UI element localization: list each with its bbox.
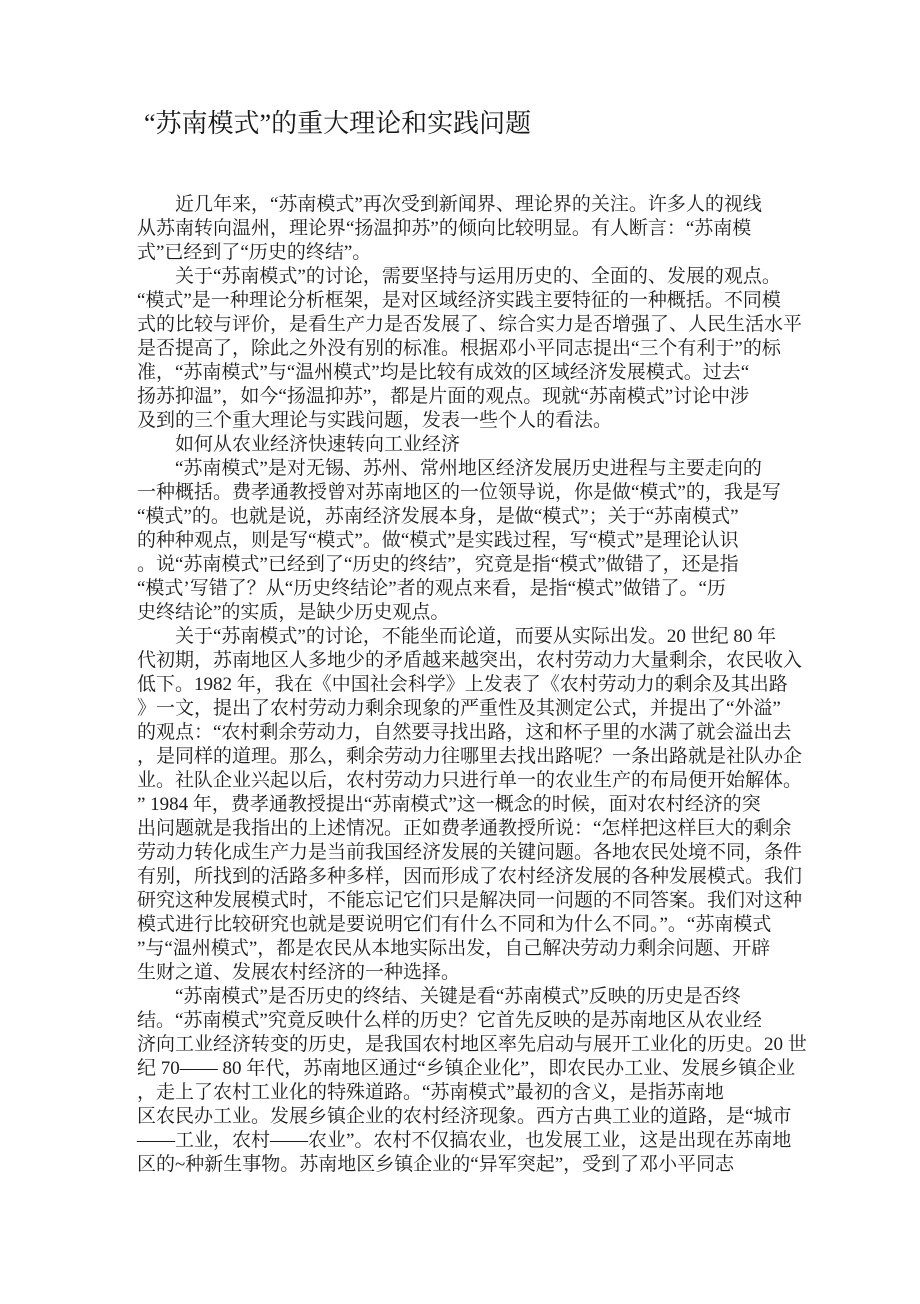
text-line: 结。“苏南模式”究竟反映什么样的历史？它首先反映的是苏南地区从农业经 bbox=[137, 1010, 762, 1031]
text-line: 业。社队企业兴起以后，农村劳动力只进行单一的农业生产的布局便开始解体。 bbox=[137, 770, 803, 791]
text-line: 济向工业经济转变的历史，是我国农村地区率先启动与展开工业化的历史。20 世 bbox=[137, 1034, 807, 1055]
text-line: 区的~种新生事物。苏南地区乡镇企业的“异军突起”，受到了邓小平同志 bbox=[137, 1154, 735, 1175]
text-line: “模式”是一种理论分析框架，是对区域经济实践主要特征的一种概括。不同模 bbox=[137, 290, 781, 311]
text-line: ——工业，农村——农业”。农村不仅搞农业，也发展工业，这是出现在苏南地 bbox=[137, 1130, 792, 1151]
text-line: 劳动力转化成生产力是当前我国经济发展的关键问题。各地农民处境不同，条件 bbox=[137, 842, 803, 863]
text-line: 式”已经到了“历史的终结”。 bbox=[137, 242, 372, 263]
text-line: 从苏南转向温州，理论界“扬温抑苏”的倾向比较明显。有人断言：“苏南模 bbox=[137, 218, 752, 239]
text-line: 关于“苏南模式”的讨论，不能坐而论道，而要从实际出发。20 世纪 80 年 bbox=[175, 626, 777, 647]
text-line: 有别，所找到的活路多种多样，因而形成了农村经济发展的各种发展模式。我们 bbox=[137, 866, 803, 887]
text-line: 史终结论”的实质，是缺少历史观点。 bbox=[137, 602, 450, 623]
text-line: 低下。1982 年，我在《中国社会科学》上发表了《农村劳动力的剩余及其出路 bbox=[137, 674, 788, 695]
text-line: ”与“温州模式”，都是农民从本地实际出发，自己解决劳动力剩余问题、开辟 bbox=[137, 938, 771, 959]
text-line: 准，“苏南模式”与“温州模式”均是比较有成效的区域经济发展模式。过去“ bbox=[137, 362, 750, 383]
text-line: 一种概括。费孝通教授曾对苏南地区的一位领导说，你是做“模式”的，我是写 bbox=[137, 482, 781, 503]
text-line: ，走上了农村工业化的特殊道路。“苏南模式”最初的含义，是指苏南地 bbox=[137, 1082, 724, 1103]
text-line: 及到的三个重大理论与实践问题，发表一些个人的看法。 bbox=[137, 410, 613, 431]
text-line: “苏南模式”是对无锡、苏州、常州地区经济发展历史进程与主要走向的 bbox=[175, 458, 762, 479]
text-line: 的种种观点，则是写“模式”。做“模式”是实践过程，写“模式”是理论认识 bbox=[137, 530, 739, 551]
text-line: 的观点：“农村剩余劳动力，自然要寻找出路，这和杯子里的水满了就会溢出去 bbox=[137, 722, 792, 743]
text-line: 代初期，苏南地区人多地少的矛盾越来越突出，农村劳动力大量剩余，农民收入 bbox=[137, 650, 803, 671]
document-title: “苏南模式”的重大理论和实践问题 bbox=[144, 109, 532, 138]
text-line: 模式进行比较研究也就是要说明它们有什么不同和为什么不同。”。“苏南模式 bbox=[137, 914, 772, 935]
text-line: 区农民办工业。发展乡镇企业的农村经济现象。西方古典工业的道路，是“城市 bbox=[137, 1106, 792, 1127]
text-line: 式的比较与评价，是看生产力是否发展了、综合实力是否增强了、人民生活水平 bbox=[137, 314, 803, 335]
text-line: ” 1984 年，费孝通教授提出“苏南模式”这一概念的时候，面对农村经济的突 bbox=[137, 794, 761, 815]
document-body bbox=[137, 193, 837, 1177]
text-line: 出问题就是我指出的上述情况。正如费孝通教授所说：“怎样把这样巨大的剩余 bbox=[137, 818, 792, 839]
text-line: 是否提高了，除此之外没有别的标准。根据邓小平同志提出“三个有利于”的标 bbox=[137, 338, 781, 359]
text-line: 扬苏抑温”，如今“扬温抑苏”，都是片面的观点。现就“苏南模式”讨论中涉 bbox=[137, 386, 750, 407]
text-line: 纪 70—— 80 年代，苏南地区通过“乡镇企业化”，即农民办工业、发展乡镇企业 bbox=[137, 1058, 796, 1079]
text-line: 近几年来，“苏南模式”再次受到新闻界、理论界的关注。许多人的视线 bbox=[175, 194, 762, 215]
text-line: “模式”的。也就是说，苏南经济发展本身，是做“模式”；关于“苏南模式” bbox=[137, 506, 739, 527]
text-line: 》一文，提出了农村劳动力剩余现象的严重性及其测定公式，并提出了“外溢” bbox=[137, 698, 781, 719]
text-line: 如何从农业经济快速转向工业经济 bbox=[175, 434, 461, 455]
text-line: ，是同样的道理。那么，剩余劳动力往哪里去找出路呢？一条出路就是社队办企 bbox=[137, 746, 803, 767]
text-line: 研究这种发展模式时，不能忘记它们只是解决同一问题的不同答案。我们对这种 bbox=[137, 890, 803, 911]
text-line: 关于“苏南模式”的讨论，需要坚持与运用历史的、全面的、发展的观点。 bbox=[175, 266, 781, 287]
text-line: “苏南模式”是否历史的终结、关键是看“苏南模式”反映的历史是否终 bbox=[175, 986, 741, 1007]
text-line: 生财之道、发展农村经济的一种选择。 bbox=[137, 962, 461, 983]
text-line: 。说“苏南模式”已经到了“历史的终结”，究竟是指“模式”做错了，还是指 bbox=[137, 554, 739, 575]
text-line: “模式’写错了？从“历史终结论”者的观点来看，是指“模式”做错了。“历 bbox=[137, 578, 726, 599]
